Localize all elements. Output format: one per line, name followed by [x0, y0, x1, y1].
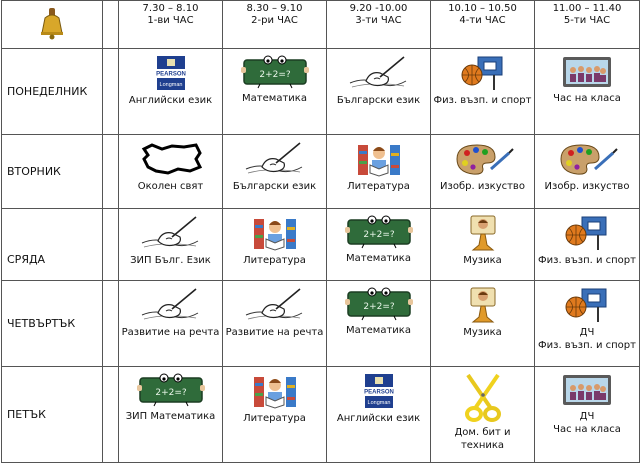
svg-text:2+2=?: 2+2=? — [154, 388, 187, 398]
class-photo-icon — [561, 373, 613, 407]
day-label: ЧЕТВЪРТЪК — [2, 281, 103, 367]
subject-label: Изобр. изкуство — [544, 181, 630, 192]
day-row — [2, 49, 640, 135]
subject-label: Развитие на речта — [225, 327, 324, 338]
basketball-hoop-icon — [562, 215, 612, 251]
day-label: ПОНЕДЕЛНИК — [2, 49, 103, 135]
subject-label-second-line: Физ. възп. и спорт — [538, 340, 636, 351]
header-row — [2, 1, 640, 49]
period-name: 2-ри ЧАС — [251, 15, 298, 26]
day-row — [2, 209, 640, 281]
day-label: ПЕТЪК — [2, 367, 103, 463]
basketball-hoop-icon — [458, 55, 508, 91]
subject-label: Музика — [463, 255, 502, 266]
subject-label: ЗИП Бълг. Език — [130, 255, 211, 266]
subject-label: Изобр. изкуство — [440, 181, 525, 192]
day-row — [2, 135, 640, 209]
timetable — [1, 0, 640, 463]
subject-label: Математика — [346, 253, 411, 264]
day-row — [2, 281, 640, 367]
lesson-cell — [535, 281, 640, 367]
empty-col-cell — [103, 1, 119, 49]
empty-col-cell — [103, 209, 119, 281]
period-name: 4-ти ЧАС — [459, 15, 506, 26]
bulgaria-map-icon — [138, 141, 204, 177]
lesson-cell — [327, 281, 431, 367]
lesson-cell — [431, 281, 535, 367]
trumpet-icon — [463, 287, 503, 323]
lesson-cell — [327, 367, 431, 463]
subject-label-second-line: техника — [460, 440, 505, 451]
lesson-cell — [535, 135, 640, 209]
subject-label: Околен свят — [137, 181, 204, 192]
period-header-2 — [223, 1, 327, 49]
subject-label-second-line: Час на класа — [553, 424, 621, 435]
lesson-cell — [119, 209, 223, 281]
day-label: ВТОРНИК — [2, 135, 103, 209]
math-board-icon — [344, 215, 414, 249]
empty-col-cell — [103, 367, 119, 463]
lesson-cell — [119, 281, 223, 367]
math-board-icon — [136, 373, 206, 407]
lesson-cell — [431, 209, 535, 281]
period-name: 1-ви ЧАС — [147, 15, 194, 26]
subject-label: ДЧ — [579, 327, 595, 338]
palette-icon — [451, 141, 515, 177]
subject-label: Литература — [347, 181, 410, 192]
period-header-4 — [431, 1, 535, 49]
math-board-icon — [240, 55, 310, 89]
hand-writing-icon — [136, 215, 206, 251]
reading-child-icon — [252, 215, 298, 251]
subject-label: Математика — [242, 93, 307, 104]
hand-writing-icon — [136, 287, 206, 323]
palette-icon — [555, 141, 619, 177]
subject-label: ЗИП Математика — [125, 411, 216, 422]
pearson-book-icon — [149, 55, 193, 91]
subject-label: Английски език — [336, 413, 421, 424]
day-row — [2, 367, 640, 463]
math-board-icon — [344, 287, 414, 321]
subject-label: Час на класа — [553, 93, 621, 104]
lesson-cell — [223, 367, 327, 463]
reading-child-icon — [252, 373, 298, 409]
lesson-cell — [223, 281, 327, 367]
day-label: СРЯДА — [2, 209, 103, 281]
trumpet-icon — [463, 215, 503, 251]
lesson-cell — [431, 367, 535, 463]
corner-cell — [2, 1, 103, 49]
hand-writing-icon — [240, 287, 310, 323]
lesson-cell — [535, 367, 640, 463]
svg-text:Longman: Longman — [159, 82, 182, 88]
period-time: 10.10 – 10.50 — [448, 3, 517, 14]
lesson-cell — [535, 209, 640, 281]
school-bell-icon — [38, 6, 66, 40]
lesson-cell — [431, 49, 535, 135]
hand-writing-icon — [344, 55, 414, 91]
svg-text:2+2=?: 2+2=? — [362, 302, 395, 312]
period-time: 7.30 – 8.10 — [142, 3, 199, 14]
lesson-cell — [119, 135, 223, 209]
subject-label: Литература — [243, 255, 306, 266]
svg-text:PEARSON: PEARSON — [155, 71, 186, 78]
subject-label: Литература — [243, 413, 306, 424]
subject-label: Дом. бит и — [454, 427, 511, 438]
subject-label: Български език — [232, 181, 317, 192]
empty-col-cell — [103, 49, 119, 135]
lesson-cell — [223, 49, 327, 135]
lesson-cell — [119, 49, 223, 135]
subject-label: Математика — [346, 325, 411, 336]
lesson-cell — [535, 49, 640, 135]
lesson-cell — [327, 135, 431, 209]
svg-text:Longman: Longman — [367, 400, 390, 406]
empty-col-cell — [103, 135, 119, 209]
empty-col-cell — [103, 281, 119, 367]
svg-text:PEARSON: PEARSON — [363, 389, 394, 396]
scissors-icon — [460, 373, 506, 423]
lesson-cell — [223, 209, 327, 281]
period-name: 3-ти ЧАС — [355, 15, 402, 26]
subject-label: Физ. възп. и спорт — [433, 95, 532, 106]
period-header-3 — [327, 1, 431, 49]
subject-label: Музика — [463, 327, 502, 338]
svg-text:2+2=?: 2+2=? — [362, 230, 395, 240]
subject-label: Развитие на речта — [121, 327, 220, 338]
period-header-5 — [535, 1, 640, 49]
period-time: 8.30 – 9.10 — [246, 3, 303, 14]
pearson-book-icon — [357, 373, 401, 409]
lesson-cell — [223, 135, 327, 209]
subject-label: Английски език — [128, 95, 213, 106]
lesson-cell — [431, 135, 535, 209]
period-time: 11.00 – 11.40 — [552, 3, 622, 14]
subject-label: Физ. възп. и спорт — [538, 255, 636, 266]
lesson-cell — [119, 367, 223, 463]
subject-label: Български език — [336, 95, 421, 106]
class-photo-icon — [561, 55, 613, 89]
lesson-cell — [327, 209, 431, 281]
reading-child-icon — [356, 141, 402, 177]
lesson-cell — [327, 49, 431, 135]
hand-writing-icon — [240, 141, 310, 177]
period-header-1 — [119, 1, 223, 49]
period-name: 5-ти ЧАС — [563, 15, 611, 26]
period-time: 9.20 -10.00 — [349, 3, 408, 14]
subject-label: ДЧ — [579, 411, 595, 422]
basketball-hoop-icon — [562, 287, 612, 323]
svg-text:2+2=?: 2+2=? — [258, 70, 291, 80]
